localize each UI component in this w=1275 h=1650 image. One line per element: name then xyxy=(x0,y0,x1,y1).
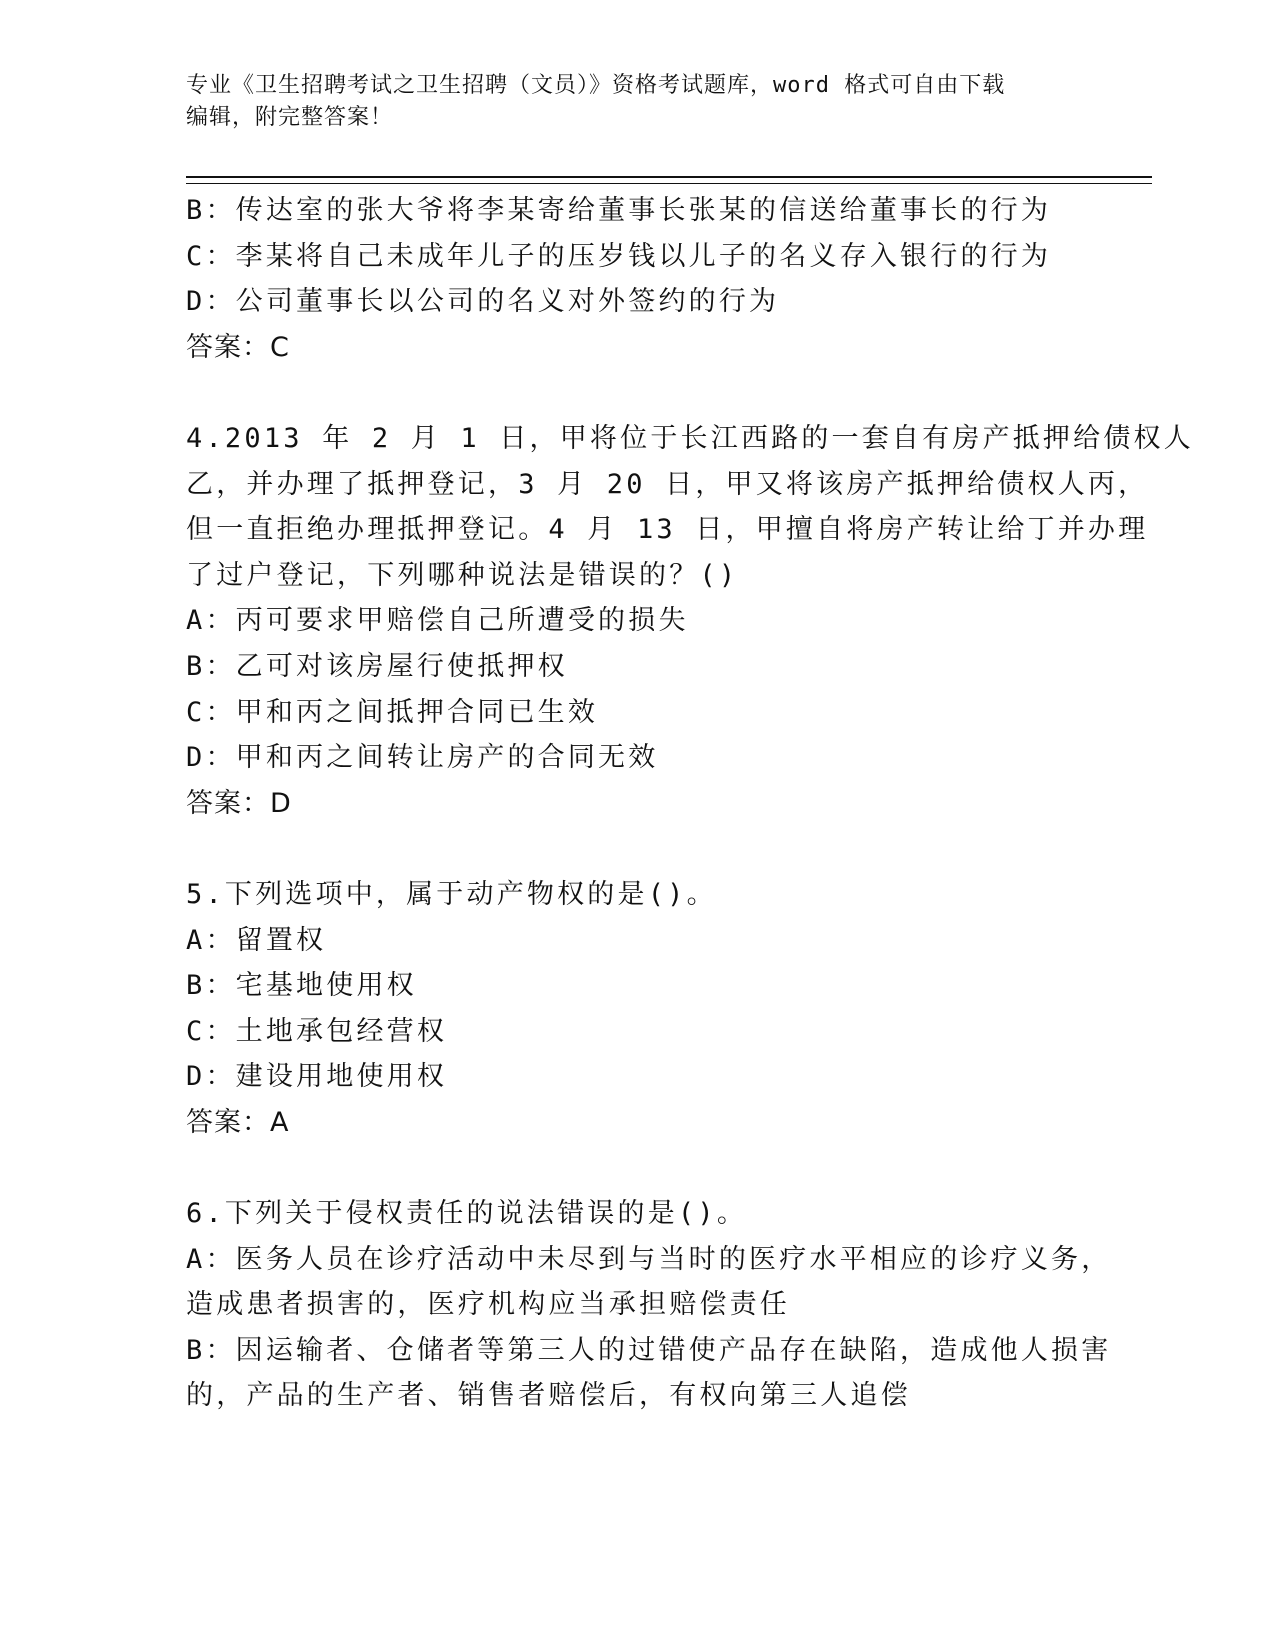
header-line-2: 编辑，附完整答案！ xyxy=(186,105,394,130)
question-stem-line: 了过户登记，下列哪种说法是错误的？() xyxy=(186,559,739,591)
question-5 xyxy=(186,872,1086,1146)
option-b-continued: 的，产品的生产者、销售者赔偿后，有权向第三人追偿 xyxy=(186,1380,911,1412)
question-gap xyxy=(186,1145,1086,1191)
header-divider-thin xyxy=(186,183,1152,184)
option-d: D：公司董事长以公司的名义对外签约的行为 xyxy=(186,286,780,318)
option-a: A：丙可要求甲赔偿自己所遭受的损失 xyxy=(186,605,689,637)
answer-line: 答案：D xyxy=(186,787,292,819)
option-d: D：建设用地使用权 xyxy=(186,1061,448,1093)
answer-line: 答案：A xyxy=(186,1106,290,1138)
question-stem-line: 5.下列选项中，属于动产物权的是()。 xyxy=(186,878,717,910)
option-d: D：甲和丙之间转让房产的合同无效 xyxy=(186,742,659,774)
option-c: C：李某将自己未成年儿子的压岁钱以儿子的名义存入银行的行为 xyxy=(186,240,1052,272)
header-divider-thick xyxy=(186,176,1152,178)
header-line-1: 专业《卫生招聘考试之卫生招聘（文员）》资格考试题库，word 格式可自由下载 xyxy=(186,73,1006,98)
option-a: A：留置权 xyxy=(186,924,327,956)
option-c: C：土地承包经营权 xyxy=(186,1015,448,1047)
question-stem-line: 但一直拒绝办理抵押登记。4 月 13 日，甲擅自将房产转让给丁并办理 xyxy=(186,514,1149,546)
option-a-continued: 造成患者损害的，医疗机构应当承担赔偿责任 xyxy=(186,1289,790,1321)
option-b: B：因运输者、仓储者等第三人的过错使产品存在缺陷，造成他人损害 xyxy=(186,1334,1112,1366)
option-b: B：宅基地使用权 xyxy=(186,970,417,1002)
option-b: B：乙可对该房屋行使抵押权 xyxy=(186,650,568,682)
question-stem-line: 乙，并办理了抵押登记，3 月 20 日，甲又将该房产抵押给债权人丙， xyxy=(186,468,1149,500)
option-c: C：甲和丙之间抵押合同已生效 xyxy=(186,696,599,728)
question-stem-line: 4.2013 年 2 月 1 日，甲将位于长江西路的一套自有房产抵押给债权人 xyxy=(186,422,1194,454)
question-gap xyxy=(186,826,1086,872)
question-6 xyxy=(186,1191,1112,1419)
question-3-tail xyxy=(186,188,1086,370)
document-header xyxy=(186,70,1066,134)
option-a: A：医务人员在诊疗活动中未尽到与当时的医疗水平相应的诊疗义务， xyxy=(186,1243,1112,1275)
question-gap xyxy=(186,370,1086,416)
answer-line: 答案：C xyxy=(186,331,290,363)
question-4 xyxy=(186,416,1194,826)
option-b: B：传达室的张大爷将李某寄给董事长张某的信送给董事长的行为 xyxy=(186,195,1052,226)
question-stem-line: 6.下列关于侵权责任的说法错误的是()。 xyxy=(186,1198,748,1230)
question-list xyxy=(186,188,1194,1419)
